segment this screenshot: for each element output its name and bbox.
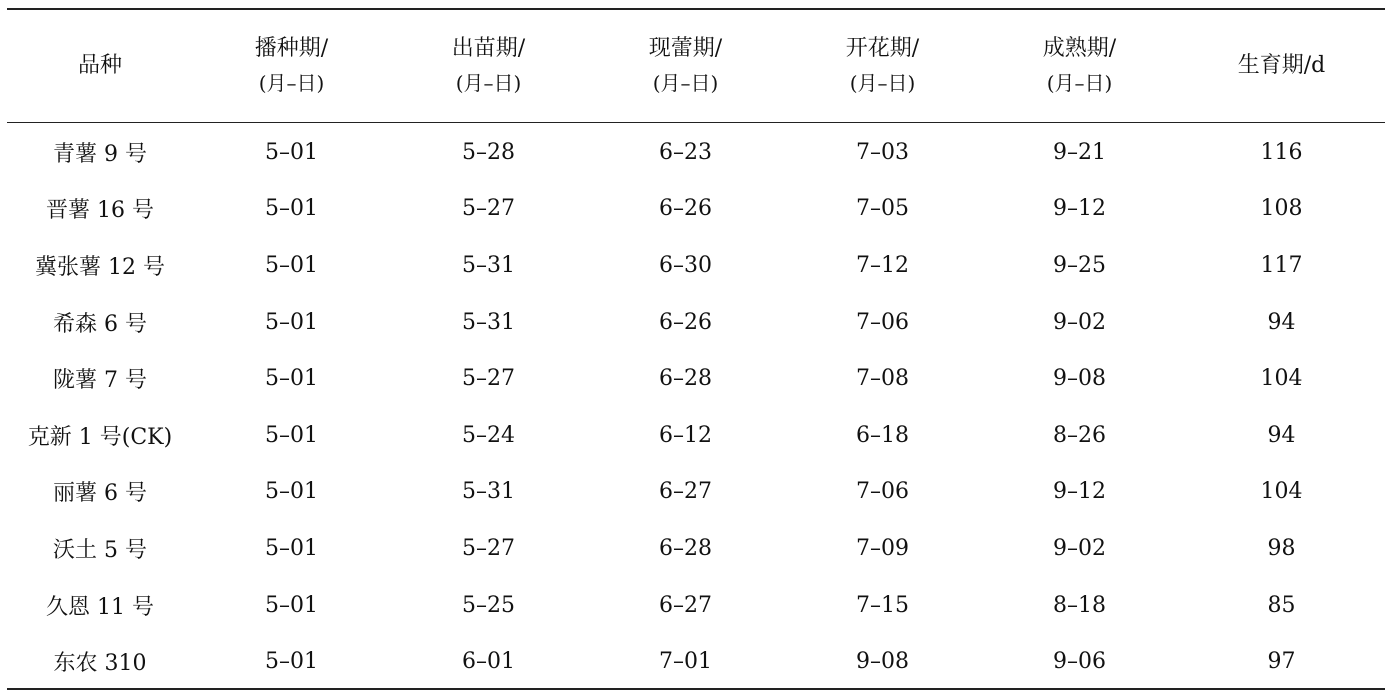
table-row <box>7 294 1385 351</box>
header-label: 生育期/d <box>1237 53 1326 78</box>
table-row <box>7 633 1385 690</box>
cell-sowing-date: 5–01 <box>265 649 318 675</box>
cell-flowering-date: 6–18 <box>856 422 909 448</box>
cell-growth-period: 85 <box>1267 592 1296 618</box>
cell-maturity-date: 9–08 <box>1053 366 1106 392</box>
cell-variety: 冀张薯 12 号 <box>35 254 165 280</box>
table-row <box>7 577 1385 634</box>
cell-growth-period: 94 <box>1267 309 1296 335</box>
cell-emergence-date: 5–25 <box>462 592 515 618</box>
header-label: 开花期/ <box>845 36 920 61</box>
header-unit: (月–日) <box>1046 71 1113 95</box>
table-body <box>7 122 1385 690</box>
cell-budding-date: 7–01 <box>659 649 712 675</box>
cell-emergence-date: 5–24 <box>462 422 515 448</box>
header-variety <box>7 10 193 122</box>
cell-flowering-date: 7–12 <box>856 252 909 278</box>
cell-maturity-date: 9–12 <box>1053 479 1106 505</box>
cell-growth-period: 116 <box>1260 139 1303 165</box>
table-row <box>7 122 1385 181</box>
cell-maturity-date: 9–12 <box>1053 196 1106 222</box>
cell-emergence-date: 5–31 <box>462 252 515 278</box>
header-row <box>7 10 1385 122</box>
cell-growth-period: 94 <box>1267 422 1296 448</box>
cell-variety: 克新 1 号(CK) <box>27 424 173 450</box>
cell-variety: 久恩 11 号 <box>46 594 154 620</box>
cell-sowing-date: 5–01 <box>265 309 318 335</box>
cell-emergence-date: 5–27 <box>462 366 515 392</box>
header-label: 现蕾期/ <box>648 36 723 61</box>
cell-sowing-date: 5–01 <box>265 422 318 448</box>
cell-variety: 青薯 9 号 <box>53 141 147 167</box>
header-unit: (月–日) <box>455 71 522 95</box>
header-unit: (月–日) <box>652 71 719 95</box>
cell-variety: 希森 6 号 <box>53 311 147 337</box>
cell-budding-date: 6–27 <box>659 479 712 505</box>
header-growth-period <box>1178 10 1385 122</box>
cell-flowering-date: 7–15 <box>856 592 909 618</box>
cell-budding-date: 6–30 <box>659 252 712 278</box>
table-row <box>7 181 1385 238</box>
cell-growth-period: 117 <box>1260 252 1303 278</box>
header-sowing-date <box>193 10 390 122</box>
cell-sowing-date: 5–01 <box>265 196 318 222</box>
cell-maturity-date: 9–21 <box>1053 139 1106 165</box>
table-row <box>7 464 1385 521</box>
header-unit: (月–日) <box>258 71 325 95</box>
cell-budding-date: 6–26 <box>659 196 712 222</box>
cell-budding-date: 6–26 <box>659 309 712 335</box>
cell-emergence-date: 5–31 <box>462 309 515 335</box>
cell-flowering-date: 9–08 <box>856 649 909 675</box>
cell-budding-date: 6–12 <box>659 422 712 448</box>
cell-budding-date: 6–28 <box>659 535 712 561</box>
cell-growth-period: 104 <box>1260 366 1303 392</box>
header-budding-date <box>587 10 784 122</box>
cell-emergence-date: 5–28 <box>462 139 515 165</box>
cell-budding-date: 6–23 <box>659 139 712 165</box>
cell-sowing-date: 5–01 <box>265 479 318 505</box>
cell-variety: 陇薯 7 号 <box>53 368 147 394</box>
cell-variety: 沃土 5 号 <box>53 537 147 563</box>
cell-sowing-date: 5–01 <box>265 252 318 278</box>
cell-emergence-date: 6–01 <box>462 649 515 675</box>
cell-emergence-date: 5–27 <box>462 535 515 561</box>
cell-flowering-date: 7–09 <box>856 535 909 561</box>
cell-maturity-date: 9–06 <box>1053 649 1106 675</box>
cell-maturity-date: 8–26 <box>1053 422 1106 448</box>
cell-flowering-date: 7–06 <box>856 309 909 335</box>
header-maturity-date <box>981 10 1178 122</box>
header-emergence-date <box>390 10 587 122</box>
cell-growth-period: 97 <box>1267 649 1296 675</box>
header-label: 播种期/ <box>254 36 329 61</box>
table-row <box>7 520 1385 577</box>
cell-emergence-date: 5–27 <box>462 196 515 222</box>
cell-sowing-date: 5–01 <box>265 366 318 392</box>
cell-maturity-date: 9–25 <box>1053 252 1106 278</box>
cell-emergence-date: 5–31 <box>462 479 515 505</box>
cell-growth-period: 98 <box>1267 535 1296 561</box>
cell-growth-period: 104 <box>1260 479 1303 505</box>
table-row <box>7 407 1385 464</box>
cell-variety: 丽薯 6 号 <box>53 481 147 507</box>
cell-flowering-date: 7–06 <box>856 479 909 505</box>
header-label: 出苗期/ <box>451 36 526 61</box>
cell-maturity-date: 9–02 <box>1053 309 1106 335</box>
header-flowering-date <box>784 10 981 122</box>
cell-growth-period: 108 <box>1260 196 1303 222</box>
cell-flowering-date: 7–03 <box>856 139 909 165</box>
cell-variety: 晋薯 16 号 <box>46 198 154 224</box>
table-row <box>7 350 1385 407</box>
cell-budding-date: 6–27 <box>659 592 712 618</box>
cell-maturity-date: 9–02 <box>1053 535 1106 561</box>
cell-sowing-date: 5–01 <box>265 535 318 561</box>
cell-maturity-date: 8–18 <box>1053 592 1106 618</box>
table-header <box>7 10 1385 122</box>
header-label: 成熟期/ <box>1042 36 1117 61</box>
header-label: 品种 <box>77 53 122 78</box>
cell-flowering-date: 7–08 <box>856 366 909 392</box>
cell-budding-date: 6–28 <box>659 366 712 392</box>
cell-sowing-date: 5–01 <box>265 592 318 618</box>
cell-flowering-date: 7–05 <box>856 196 909 222</box>
header-unit: (月–日) <box>849 71 916 95</box>
table-row <box>7 237 1385 294</box>
data-table <box>7 10 1385 690</box>
cell-sowing-date: 5–01 <box>265 139 318 165</box>
cell-variety: 东农 310 <box>53 651 147 677</box>
